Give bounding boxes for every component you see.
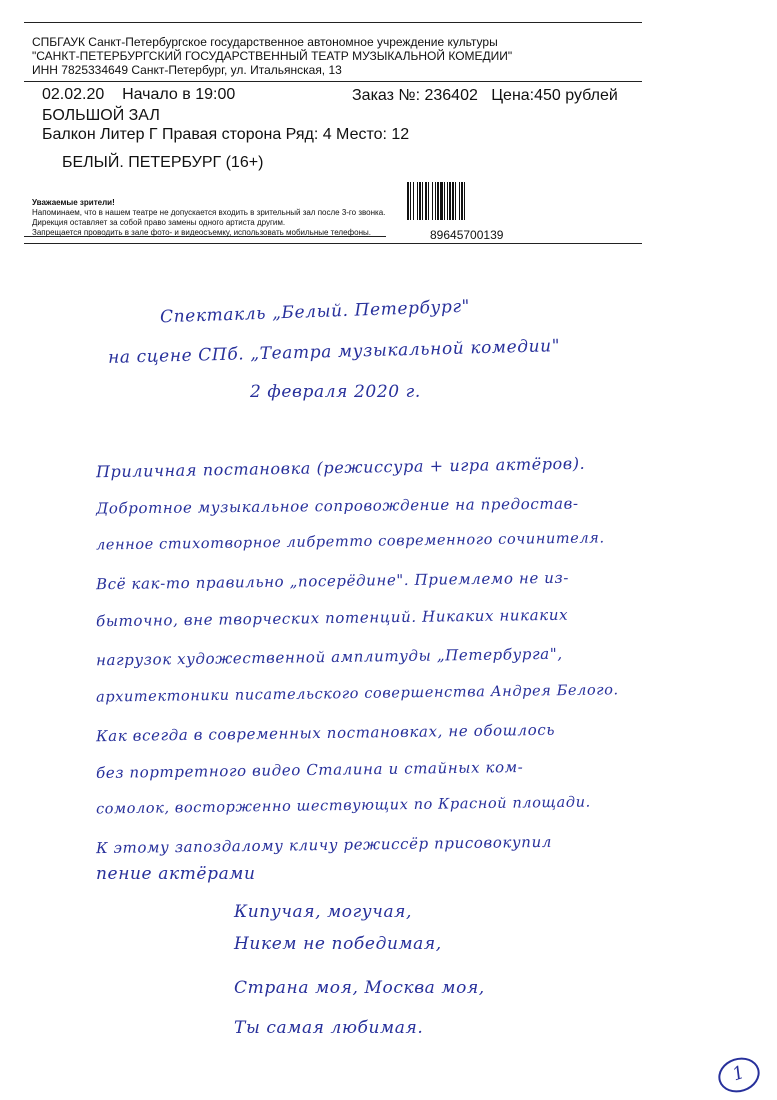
review-line: Приличная постановка (режиссура + игра актёров). [95,453,586,482]
review-title-line: на сцене СПб. „Театра музыкальной комедии" [107,336,561,368]
review-line: архитектоники писательского совершенства Андрея Белого. [95,682,619,706]
ticket-start-time: Начало в 19:00 [122,86,236,103]
hall-name: БОЛЬШОЙ ЗАЛ [42,107,160,124]
ticket-price: Цена:450 рублей [491,87,618,104]
barcode-number: 89645700139 [430,228,504,242]
org-line: СПБГАУК Санкт-Петербургское государственное автономное учреждение культуры [32,35,498,49]
review-line: Как всегда в современных постановках, не обошлось [95,720,556,746]
song-line: Кипучая, могучая, [234,902,413,922]
org-line: ИНН 7825334649 Санкт-Петербург, ул. Итальянская, 13 [32,63,342,77]
review-line: ленное стихотворное либретто современного сочинителя. [95,530,605,554]
review-line: К этому запоздалому кличу режиссёр присовокупил [95,832,553,858]
review-line: без портретного видео Сталина и стайных ком- [95,758,524,782]
review-line: сомолок, восторженно шествующих по Красной площади. [95,794,591,818]
page-number: 1 [714,1052,764,1097]
order-number: Заказ №: 236402 [352,87,478,104]
ticket-date: 02.02.20 [42,86,105,103]
review-line: пение актёрами [96,864,256,884]
song-line: Страна моя, Москва моя, [234,978,485,998]
notice-line: Запрещается проводить в зале фото- и видеосъемку, использовать мобильные телефоны. [32,228,371,237]
review-line: быточно, вне творческих потенций. Никаких никаких [95,605,569,631]
review-line: Добротное музыкальное сопровождение на предостав- [95,494,579,518]
seat-info: Балкон Литер Г Правая сторона Ряд: 4 Место: 12 [42,126,410,143]
notice-line: Напоминаем, что в нашем театре не допускается входить в зрительный зал после 3-го звонка. [32,208,386,217]
org-line: "САНКТ-ПЕТЕРБУРГСКИЙ ГОСУДАРСТВЕННЫЙ ТЕАТР МУЗЫКАЛЬНОЙ КОМЕДИИ" [32,49,513,63]
notice-title: Уважаемые зрители! [32,198,115,207]
show-title: БЕЛЫЙ. ПЕТЕРБУРГ (16+) [62,154,264,171]
notice-line: Дирекция оставляет за собой право замены одного артиста другим. [32,218,286,227]
review-line: Всё как-то правильно „посерёдине". Приемлемо не из- [95,568,570,594]
review-title-line: Спектакль „Белый. Петербург" [159,296,471,328]
review-date-line: 2 февраля 2020 г. [250,382,421,402]
review-line: нагрузок художественной амплитуды „Петербурга", [95,644,563,670]
song-line: Никем не победимая, [234,934,442,954]
song-line: Ты самая любимая. [234,1018,424,1038]
